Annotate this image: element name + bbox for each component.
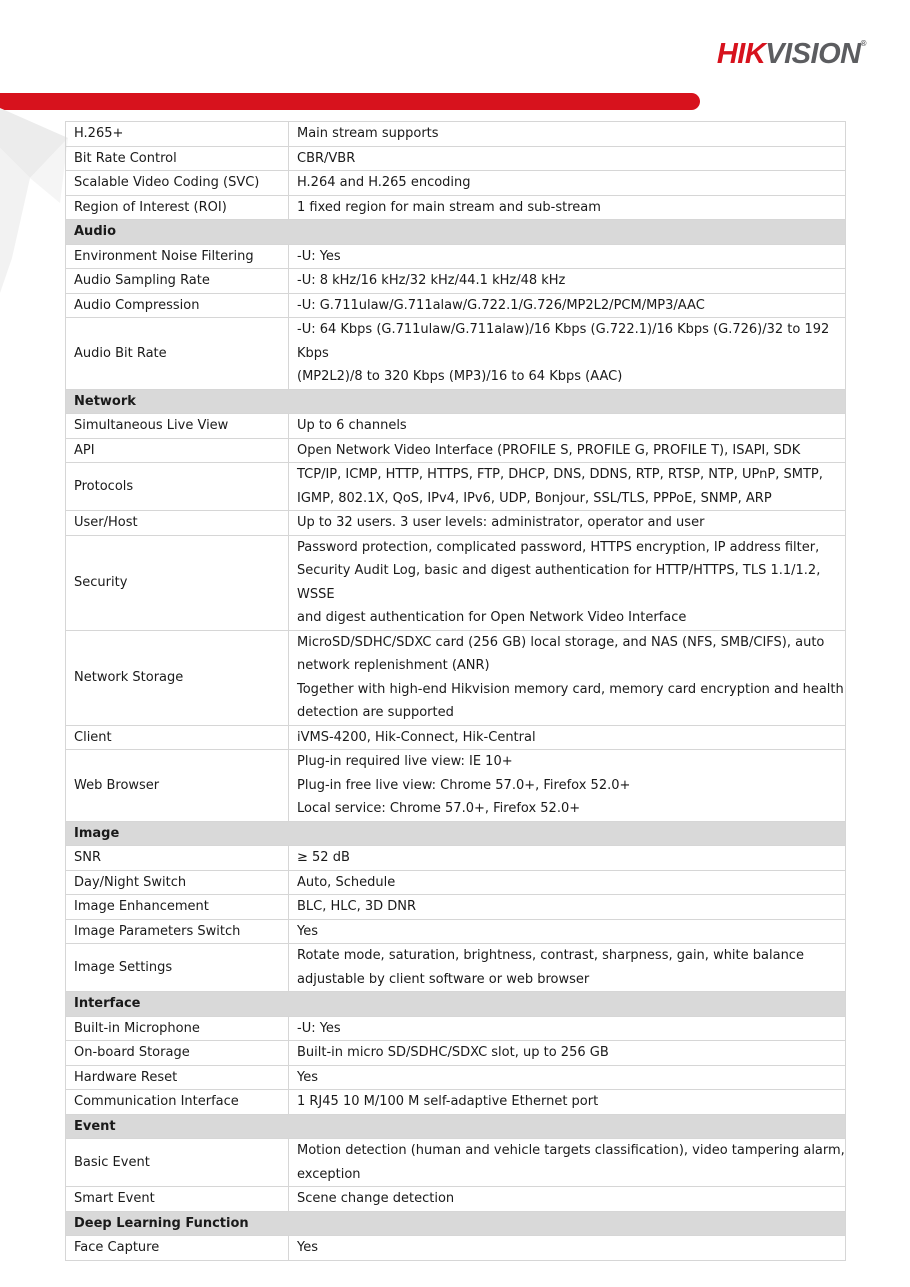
spec-label: Scalable Video Coding (SVC) <box>66 171 289 196</box>
spec-label: Audio Bit Rate <box>66 318 289 390</box>
section-header-row <box>66 992 846 1017</box>
spec-value: Plug-in required live view: IE 10+ Plug-in free live view: Chrome 57.0+, Firefox 52.0+ Local service: Chrome 57.0+, Firefox 52.0+ <box>289 750 846 822</box>
section-header-row <box>66 389 846 414</box>
spec-row <box>66 463 846 511</box>
spec-label: Image Settings <box>66 944 289 992</box>
spec-label: Face Capture <box>66 1236 289 1261</box>
section-title: Deep Learning Function <box>66 1211 846 1236</box>
spec-label: On-board Storage <box>66 1041 289 1066</box>
section-title: Network <box>66 389 846 414</box>
spec-value: -U: 8 kHz/16 kHz/32 kHz/44.1 kHz/48 kHz <box>289 269 846 294</box>
spec-row <box>66 750 846 822</box>
spec-label: Image Enhancement <box>66 895 289 920</box>
spec-label: Simultaneous Live View <box>66 414 289 439</box>
spec-label: Client <box>66 725 289 750</box>
spec-value: -U: 64 Kbps (G.711ulaw/G.711alaw)/16 Kbps (G.722.1)/16 Kbps (G.726)/32 to 192 Kbps (MP2L2)/8 to 320 Kbps (MP3)/16 to 64 Kbps (AAC) <box>289 318 846 390</box>
section-header-row <box>66 1114 846 1139</box>
spec-row <box>66 725 846 750</box>
spec-label: Network Storage <box>66 630 289 725</box>
spec-value: Main stream supports <box>289 122 846 147</box>
spec-label: Communication Interface <box>66 1090 289 1115</box>
spec-value: BLC, HLC, 3D DNR <box>289 895 846 920</box>
spec-value: -U: G.711ulaw/G.711alaw/G.722.1/G.726/MP2L2/PCM/MP3/AAC <box>289 293 846 318</box>
spec-value: Built-in micro SD/SDHC/SDXC slot, up to 256 GB <box>289 1041 846 1066</box>
spec-value: H.264 and H.265 encoding <box>289 171 846 196</box>
spec-row <box>66 1236 846 1261</box>
spec-value: Up to 32 users. 3 user levels: administrator, operator and user <box>289 511 846 536</box>
spec-value: Motion detection (human and vehicle targets classification), video tampering alarm, exception <box>289 1139 846 1187</box>
spec-label: Day/Night Switch <box>66 870 289 895</box>
spec-value: Rotate mode, saturation, brightness, contrast, sharpness, gain, white balance adjustable by client software or web browser <box>289 944 846 992</box>
spec-row <box>66 1139 846 1187</box>
spec-value: Up to 6 channels <box>289 414 846 439</box>
spec-value: ≥ 52 dB <box>289 846 846 871</box>
spec-row <box>66 919 846 944</box>
spec-label: SNR <box>66 846 289 871</box>
section-title: Audio <box>66 220 846 245</box>
spec-row <box>66 244 846 269</box>
spec-label: Environment Noise Filtering <box>66 244 289 269</box>
spec-row <box>66 846 846 871</box>
spec-value: MicroSD/SDHC/SDXC card (256 GB) local storage, and NAS (NFS, SMB/CIFS), auto network replenishment (ANR) Together with high-end Hikvision memory card, memory card encryption and health detection are supported <box>289 630 846 725</box>
spec-label: API <box>66 438 289 463</box>
spec-row <box>66 630 846 725</box>
spec-row <box>66 944 846 992</box>
spec-value: 1 RJ45 10 M/100 M self-adaptive Ethernet port <box>289 1090 846 1115</box>
spec-value: Password protection, complicated password, HTTPS encryption, IP address filter, Security Audit Log, basic and digest authentication for HTTP/HTTPS, TLS 1.1/1.2, WSSE and digest authentication for Open Network Video Interface <box>289 535 846 630</box>
spec-row <box>66 1041 846 1066</box>
spec-row <box>66 146 846 171</box>
spec-label: Web Browser <box>66 750 289 822</box>
spec-row <box>66 293 846 318</box>
header-red-bar <box>0 93 700 110</box>
spec-row <box>66 1016 846 1041</box>
spec-row <box>66 171 846 196</box>
spec-row <box>66 895 846 920</box>
spec-row <box>66 1065 846 1090</box>
spec-value: iVMS-4200, Hik-Connect, Hik-Central <box>289 725 846 750</box>
spec-value: Scene change detection <box>289 1187 846 1212</box>
spec-value: Yes <box>289 1236 846 1261</box>
spec-row <box>66 122 846 147</box>
spec-value: Auto, Schedule <box>289 870 846 895</box>
logo-text-red: HIK <box>716 38 766 70</box>
section-title: Interface <box>66 992 846 1017</box>
section-title: Image <box>66 821 846 846</box>
spec-value: CBR/VBR <box>289 146 846 171</box>
spec-value: Open Network Video Interface (PROFILE S, PROFILE G, PROFILE T), ISAPI, SDK <box>289 438 846 463</box>
spec-value: 1 fixed region for main stream and sub-stream <box>289 195 846 220</box>
spec-label: Security <box>66 535 289 630</box>
spec-row <box>66 1187 846 1212</box>
spec-row <box>66 1090 846 1115</box>
spec-label: Audio Compression <box>66 293 289 318</box>
section-header-row <box>66 821 846 846</box>
hikvision-logo <box>717 40 866 69</box>
spec-label: Region of Interest (ROI) <box>66 195 289 220</box>
spec-value: Yes <box>289 919 846 944</box>
section-header-row <box>66 1211 846 1236</box>
specification-table <box>65 121 846 1261</box>
spec-value: -U: Yes <box>289 1016 846 1041</box>
spec-value: Yes <box>289 1065 846 1090</box>
spec-row <box>66 195 846 220</box>
spec-label: Image Parameters Switch <box>66 919 289 944</box>
spec-label: Bit Rate Control <box>66 146 289 171</box>
spec-label: Basic Event <box>66 1139 289 1187</box>
spec-label: Built-in Microphone <box>66 1016 289 1041</box>
section-header-row <box>66 220 846 245</box>
spec-value: TCP/IP, ICMP, HTTP, HTTPS, FTP, DHCP, DNS, DDNS, RTP, RTSP, NTP, UPnP, SMTP, IGMP, 802.1X, QoS, IPv4, IPv6, UDP, Bonjour, SSL/TLS, PPPoE, SNMP, ARP <box>289 463 846 511</box>
specification-table-body <box>66 122 846 1261</box>
spec-label: H.265+ <box>66 122 289 147</box>
spec-row <box>66 414 846 439</box>
spec-label: Smart Event <box>66 1187 289 1212</box>
spec-row <box>66 535 846 630</box>
registered-mark: ® <box>860 39 866 48</box>
spec-value: -U: Yes <box>289 244 846 269</box>
spec-label: Hardware Reset <box>66 1065 289 1090</box>
spec-row <box>66 870 846 895</box>
section-title: Event <box>66 1114 846 1139</box>
spec-row <box>66 511 846 536</box>
spec-label: User/Host <box>66 511 289 536</box>
spec-row <box>66 438 846 463</box>
spec-label: Audio Sampling Rate <box>66 269 289 294</box>
decorative-watermark-shape <box>0 108 70 298</box>
spec-row <box>66 318 846 390</box>
logo-text-gray: VISION <box>765 38 861 70</box>
spec-label: Protocols <box>66 463 289 511</box>
spec-row <box>66 269 846 294</box>
